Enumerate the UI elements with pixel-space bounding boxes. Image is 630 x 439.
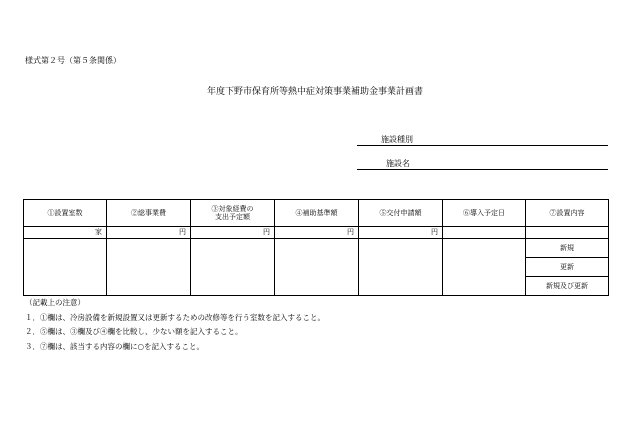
installation-content-options — [526, 239, 609, 296]
facility-name-line[interactable] — [357, 169, 608, 170]
unit-total-cost: 円 — [107, 227, 191, 239]
unit-standard-amount: 円 — [275, 227, 359, 239]
unit-application-amount: 円 — [359, 227, 443, 239]
entry-room-count[interactable] — [24, 239, 107, 296]
entry-standard-amount[interactable] — [275, 239, 359, 296]
header-eligible-expense: ③対象経費の 支出予定額 — [191, 200, 275, 227]
facility-type-label: 施設種別 — [381, 135, 413, 144]
header-standard-amount: ④補助基準額 — [275, 200, 359, 227]
entry-total-cost[interactable] — [107, 239, 191, 296]
header-application-amount: ⑤交付申請額 — [359, 200, 443, 227]
notes-heading: （記載上の注意） — [25, 298, 85, 307]
table-entry-row — [24, 239, 609, 296]
table-header-row — [24, 200, 609, 227]
form-number: 様式第２号（第５条関係） — [25, 56, 121, 65]
unit-installation-content — [526, 227, 609, 239]
entry-eligible-expense[interactable] — [191, 239, 275, 296]
header-installation-content: ⑦設置内容 — [526, 200, 609, 227]
plan-table — [23, 199, 609, 296]
unit-introduction-date — [443, 227, 526, 239]
note-item: １．①欄は、冷房設備を新規設置又は更新するための改修等を行う室数を記入すること。 — [25, 312, 325, 322]
entry-application-amount[interactable] — [359, 239, 443, 296]
header-total-cost: ②総事業費 — [107, 200, 191, 227]
facility-type-line[interactable] — [357, 145, 608, 146]
option-new[interactable]: 新規 — [526, 239, 608, 258]
unit-eligible-expense: 円 — [191, 227, 275, 239]
header-room-count: ①設置室数 — [24, 200, 107, 227]
entry-introduction-date[interactable] — [443, 239, 526, 296]
option-new-and-renewal[interactable]: 新規及び更新 — [546, 281, 588, 290]
unit-room-count: 家 — [24, 227, 107, 239]
facility-name-label: 施設名 — [386, 159, 410, 168]
table-unit-row — [24, 227, 609, 239]
notes-section — [25, 296, 325, 354]
header-introduction-date: ⑥導入予定日 — [443, 200, 526, 227]
option-renewal[interactable]: 更新 — [526, 258, 608, 277]
note-item: ３．⑦欄は、該当する内容の欄に○を記入すること。 — [25, 341, 205, 351]
note-item: ２．⑤欄は、③欄及び④欄を比較し、少ない額を記入すること。 — [25, 327, 243, 336]
document-title: 年度下野市保育所等熱中症対策事業補助金事業計画書 — [206, 87, 423, 97]
